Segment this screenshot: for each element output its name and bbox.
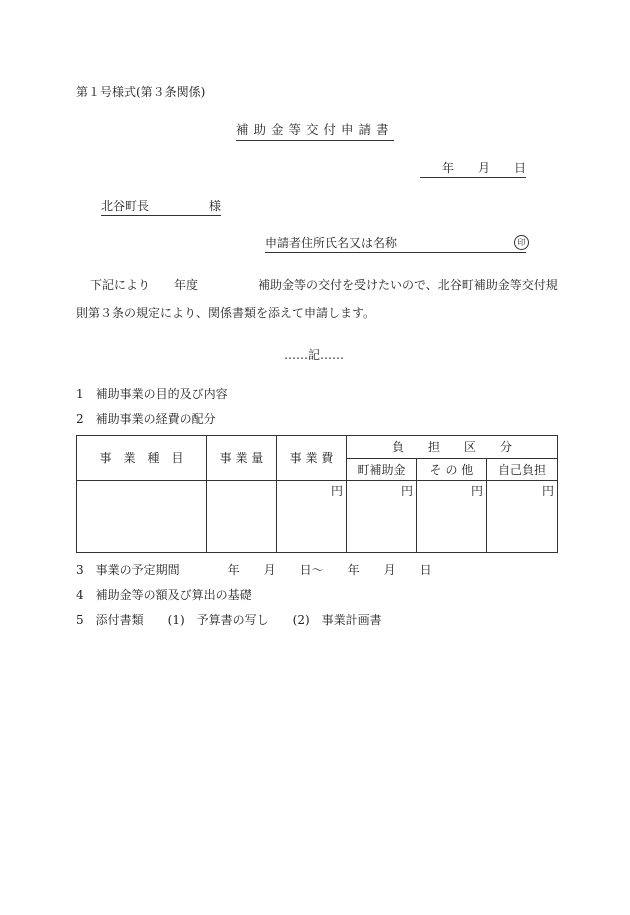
addressee: 北谷町長 様 — [101, 200, 221, 216]
applicant-field — [265, 237, 526, 253]
item-1: 1 補助事業の目的及び内容 — [76, 387, 228, 401]
header-burden-division: 負 担 区 分 — [347, 436, 558, 459]
body-line-2: 則第３条の規定により、関係書類を添えて申請します。 — [76, 306, 376, 320]
date-field: 年 月 日 — [420, 162, 526, 178]
seal-mark: 印 — [514, 235, 529, 250]
header-self-burden: 自己負担 — [487, 459, 558, 481]
item-3: 3 事業の予定期間 年 月 日～ 年 月 日 — [76, 563, 432, 577]
item-4: 4 補助金等の額及び算出の基礎 — [76, 588, 252, 602]
header-project-cost: 事 業 費 — [277, 436, 347, 481]
form-title: 補助金等交付申請書 — [236, 124, 394, 141]
cell-town-subsidy-unit: 円 — [347, 481, 417, 553]
cell-self-burden-unit: 円 — [487, 481, 558, 553]
header-other: そ の 他 — [417, 459, 487, 481]
header-town-subsidy: 町補助金 — [347, 459, 417, 481]
cell-project-amount — [207, 481, 277, 553]
cell-project-type — [77, 481, 207, 553]
applicant-label: 申請者住所氏名又は名称 — [265, 236, 398, 250]
header-project-amount: 事 業 量 — [207, 436, 277, 481]
item-5: 5 添付書類 (1) 予算書の写し (2) 事業計画書 — [76, 613, 382, 627]
form-number: 第１号様式(第３条関係) — [76, 85, 206, 99]
cost-allocation-table — [76, 435, 558, 553]
body-line-1: 下記により 年度 補助金等の交付を受けたいので、北谷町補助金等交付規 — [90, 278, 558, 292]
cell-project-cost-unit: 円 — [277, 481, 347, 553]
ki-heading: ……記…… — [284, 348, 345, 362]
cell-other-unit: 円 — [417, 481, 487, 553]
item-2: 2 補助事業の経費の配分 — [76, 412, 216, 426]
header-project-type: 事 業 種 目 — [77, 436, 207, 481]
